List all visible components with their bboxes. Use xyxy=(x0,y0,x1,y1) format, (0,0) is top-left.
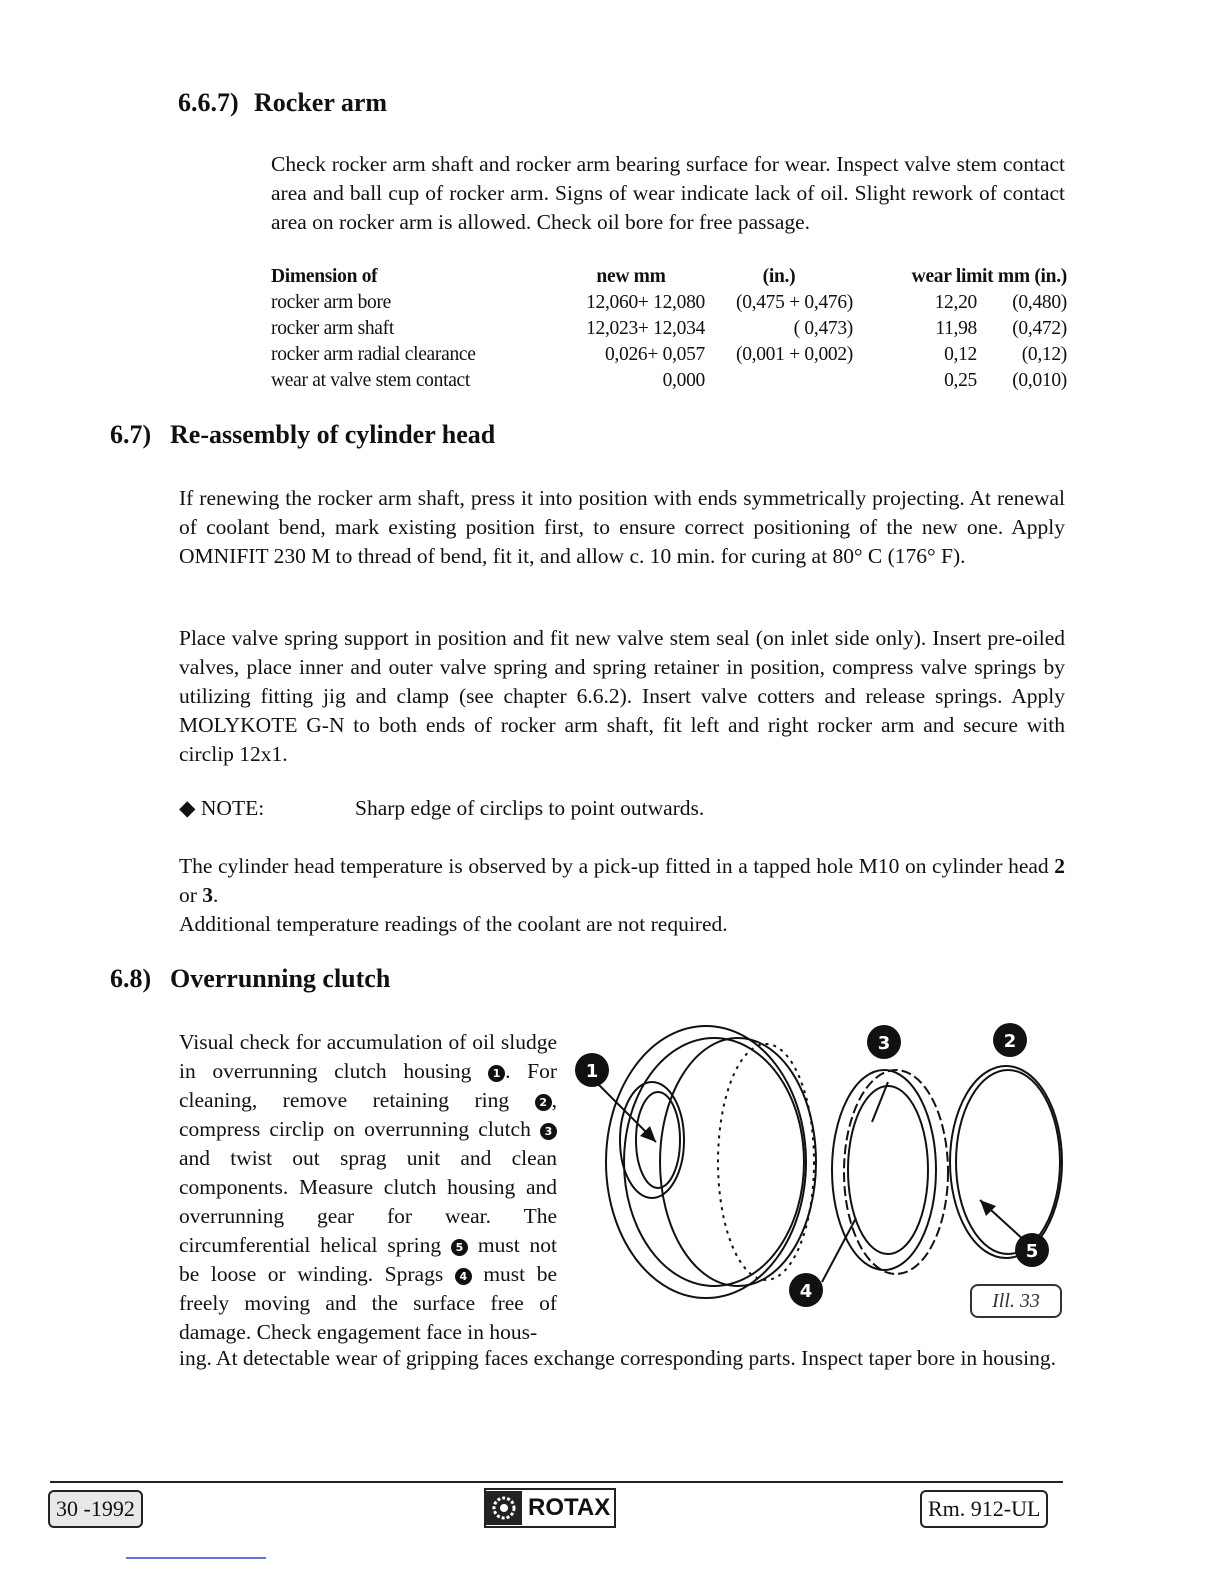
table-row: wear at valve stem contact 0,000 0,25 (0,010) xyxy=(271,370,1067,391)
decorative-line xyxy=(126,1557,266,1559)
dimension-table xyxy=(271,264,1067,394)
table-row: rocker arm shaft 12,023+ 12,034 ( 0,473) 11,98 (0,472) xyxy=(271,318,1067,339)
callout-4-icon: 4 xyxy=(455,1268,472,1285)
gear-icon xyxy=(486,1491,522,1525)
page-date: 30 -1992 xyxy=(48,1490,143,1528)
coolant-note: Additional temperature readings of the coolant are not required. xyxy=(179,912,728,936)
svg-text:4: 4 xyxy=(799,1281,813,1302)
figure-label: Ill. 33 xyxy=(970,1284,1062,1318)
figure-callouts xyxy=(575,1023,1049,1307)
callout-2-icon: 2 xyxy=(535,1094,552,1111)
note-label: ◆ NOTE: xyxy=(179,796,265,820)
clutch-paragraph: Visual check for accumulation of oil sludge in overrunning clutch housing 1 . For cleaning, remove retaining ring 2 , compress circlip on overrunning clutch 3 and twist out sprag unit and clean components. Measure clutch housing and overrunning gear for wear. The circumferential helical spring 5 must not be loose or winding. Sprags 4 must be freely moving and the surface free of damage. Check engagement face in hous- xyxy=(179,1030,558,1344)
reassembly-paragraph-2: Place valve spring support in position and fit new valve stem seal (on inlet side only). Insert pre-oiled valves, place inner and outer valve spring and spring retainer in position, compress valve springs by utilizing fitting jig and clamp (see chapter 6.6.2). Insert valve cotters and release springs. Apply MOLYKOTE G-N to both ends of rocker arm shaft, fit left and right rocker arm and secure with circlip 12x1. xyxy=(179,626,1065,766)
callout-3-icon: 3 xyxy=(540,1123,557,1140)
svg-text:1: 1 xyxy=(585,1061,599,1082)
callout-1-icon: 1 xyxy=(488,1065,505,1082)
table-row: rocker arm radial clearance 0,026+ 0,057 (0,001 + 0,002) 0,12 (0,12) xyxy=(271,344,1067,365)
reassembly-paragraph-1: If renewing the rocker arm shaft, press it into position with ends symmetrically projecting. At renewal of coolant bend, mark existing position first, to ensure correct positioning of the new one. Apply OMNIFIT 230 M to thread of bend, fit it, and allow c. 10 min. for curing at 80° C (176° F). xyxy=(179,486,1065,568)
temperature-paragraph: The cylinder head temperature is observed by a pick-up fitted in a tapped hole M10 on cylinder head 2 or 3. Additional temperature readings of the coolant are not required. xyxy=(179,854,1065,936)
footer-rule xyxy=(50,1481,1063,1483)
note-text: Sharp edge of circlips to point outwards. xyxy=(355,796,705,820)
table-row: rocker arm bore 12,060+ 12,080 (0,475 + 0,476) 12,20 (0,480) xyxy=(271,292,1067,313)
manual-reference: Rm. 912-UL xyxy=(920,1490,1048,1528)
section-6-8-heading: 6.8) Overrunning clutch xyxy=(110,964,391,993)
rocker-arm-paragraph: Check rocker arm shaft and rocker arm bearing surface for wear. Inspect valve stem contact area and ball cup of rocker arm. Signs of wear indicate lack of oil. Slight rework of contact area on rocker arm is allowed. Check oil bore for free passage. xyxy=(271,152,1065,234)
note xyxy=(179,796,704,821)
table-header: Dimension of new mm (in.) wear limit mm (in.) xyxy=(271,266,1067,287)
section-6-6-7-heading: 6.6.7) Rocker arm xyxy=(178,88,388,117)
section-6-7-heading: 6.7) Re-assembly of cylinder head xyxy=(110,420,496,449)
svg-text:3: 3 xyxy=(877,1033,891,1054)
svg-text:5: 5 xyxy=(1025,1241,1039,1262)
svg-text:2: 2 xyxy=(1003,1031,1017,1052)
callout-5-icon: 5 xyxy=(451,1239,468,1256)
rotax-logo: ROTAX xyxy=(484,1488,616,1528)
clutch-paragraph-continued: ing. At detectable wear of gripping faces exchange corresponding parts. Inspect taper bore in housing. xyxy=(179,1346,1057,1370)
overrunning-clutch-illustration xyxy=(566,1012,1076,1312)
